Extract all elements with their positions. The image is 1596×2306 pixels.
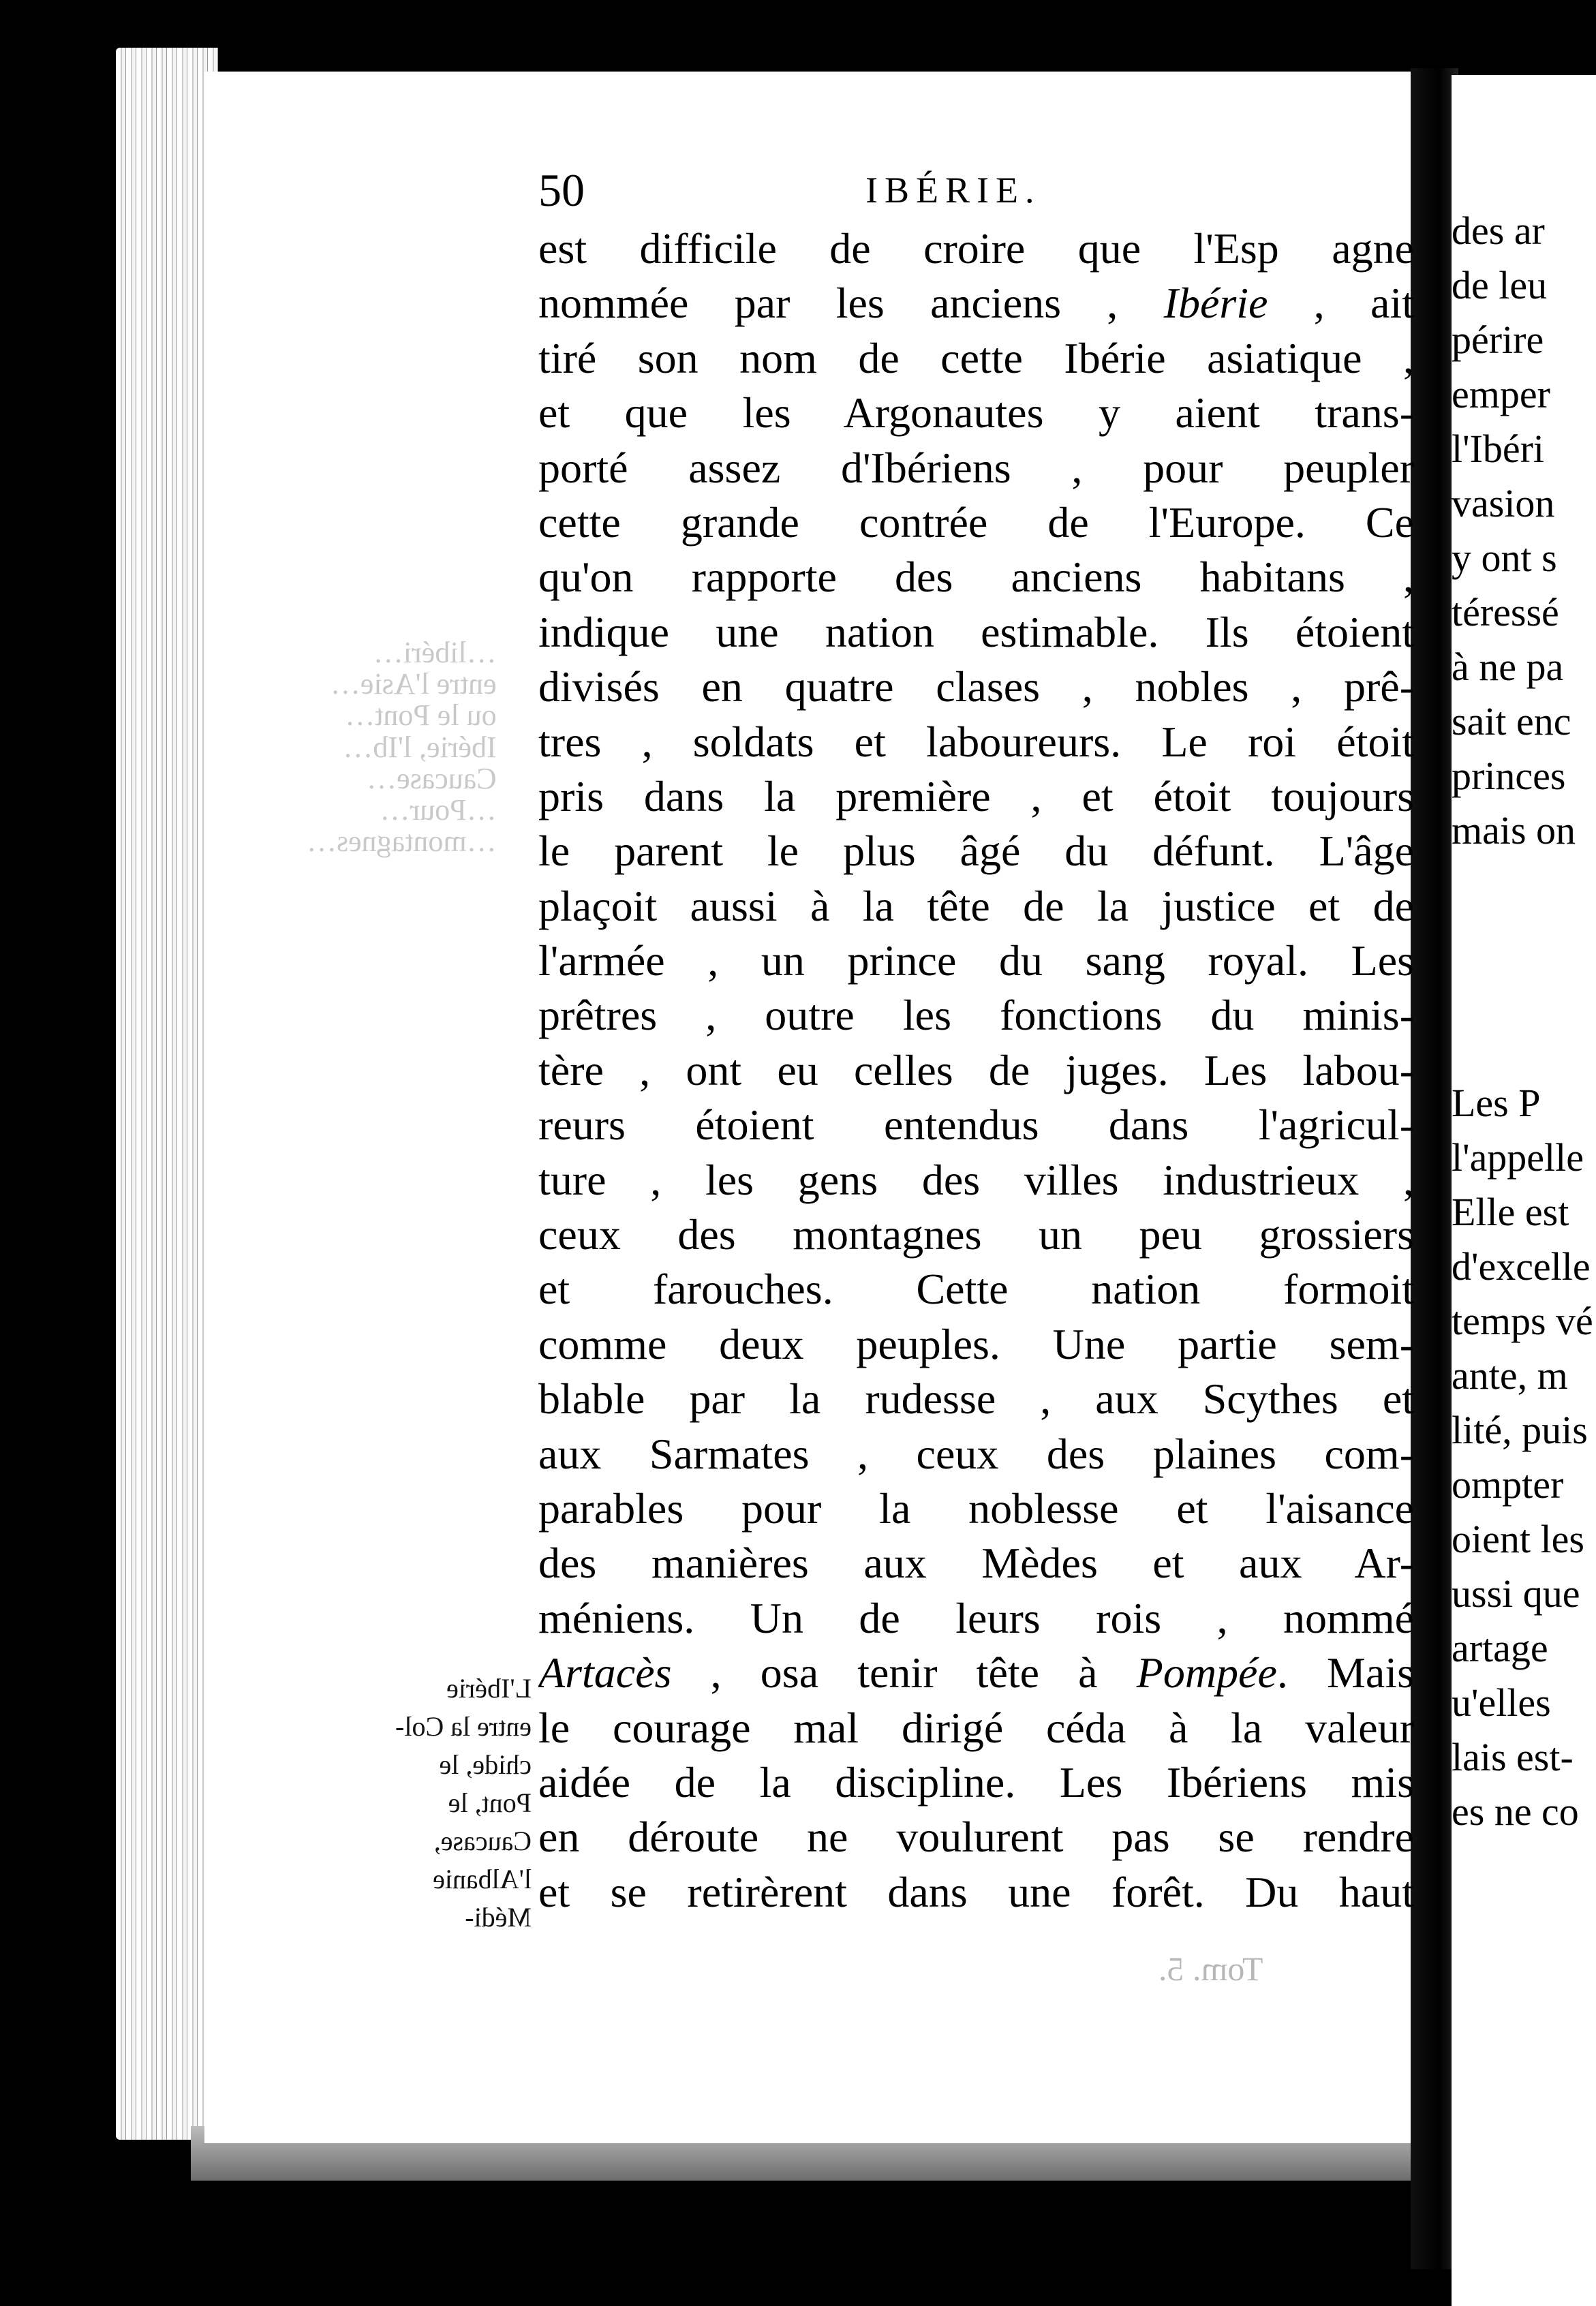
text-line: méniens. Un de leurs rois , nommé: [538, 1593, 1414, 1642]
right-page-line: oient les: [1452, 1517, 1584, 1561]
margin-note-line: Caucase,: [433, 1826, 532, 1856]
right-page-line: Elle est: [1452, 1190, 1569, 1234]
text-line: indique une nation estimable. Ils étoient: [538, 607, 1414, 656]
right-page-partial: [1452, 75, 1596, 2306]
margin-note-line: l'Albanie: [433, 1864, 532, 1894]
text-line: reurs étoient entendus dans l'agricul-: [538, 1101, 1414, 1150]
right-page-line: temps vé: [1452, 1299, 1593, 1343]
text-line: tres , soldats et laboureurs. Le roi étoit: [538, 717, 1414, 766]
text-line: aidée de la discipline. Les Ibériens mis: [538, 1757, 1414, 1807]
italic-name: Artacès: [538, 1648, 672, 1697]
bleed-through-line: …libéri…: [373, 636, 497, 669]
margin-note-line: chide, le: [439, 1749, 532, 1780]
margin-note-line: L'Ibérie: [446, 1673, 532, 1704]
text-line: parables pour la noblesse et l'aisance: [538, 1483, 1414, 1533]
text-line: Artacès , osa tenir tête à Pompée. Mais: [538, 1648, 1414, 1697]
right-page-line: emper: [1452, 372, 1550, 416]
right-page-line: princes: [1452, 754, 1566, 798]
right-page-line: lais est-: [1452, 1735, 1574, 1779]
bleed-through-line: …Pour…: [380, 793, 497, 827]
text-line: tère , ont eu celles de juges. Les labou-: [538, 1045, 1414, 1094]
book-page-edges: [116, 48, 218, 2140]
text-line: et que les Argonautes y aient trans-: [538, 388, 1414, 437]
body-text: [538, 221, 1414, 1920]
text-line: ture , les gens des villes industrieux ,: [538, 1155, 1414, 1204]
text-line: cette grande contrée de l'Europe. Ce: [538, 497, 1414, 547]
right-page-line: artage: [1452, 1626, 1548, 1670]
running-title: IBÉRIE.: [865, 170, 1041, 211]
text-line: en déroute ne voulurent pas se rendre: [538, 1813, 1414, 1862]
right-page-line: sait enc: [1452, 699, 1571, 743]
margin-note-line: Médi-: [465, 1902, 532, 1933]
text-line: divisés en quatre clases , nobles , prê-: [538, 662, 1414, 711]
right-page-line: des ar: [1452, 209, 1545, 253]
text-line: le courage mal dirigé céda à la valeur: [538, 1703, 1414, 1752]
text-line: des manières aux Mèdes et aux Ar-: [538, 1539, 1414, 1588]
text-line: plaçoit aussi à la tête de la justice et de: [538, 881, 1414, 930]
text-line: le parent le plus âgé du défunt. L'âge: [538, 827, 1414, 876]
bleed-through-line: …montagnes…: [307, 825, 497, 859]
right-page-line: lité, puis: [1452, 1408, 1588, 1452]
text-line: et farouches. Cette nation formoit: [538, 1265, 1414, 1314]
text-line: blable par la rudesse , aux Scythes et: [538, 1374, 1414, 1424]
bleed-through-line: Ibérie, l'Ib…: [343, 730, 497, 764]
text-line: ceux des montagnes un peu grossiers: [538, 1210, 1414, 1259]
right-page-line: d'excelle: [1452, 1244, 1591, 1289]
text-line: qu'on rapporte des anciens habitans ,: [538, 553, 1414, 602]
bleed-through-line: entre l'Asie…: [330, 667, 497, 701]
right-page-line: l'appelle: [1452, 1135, 1584, 1180]
bleed-through-line: Caucase…: [367, 761, 497, 795]
right-page-line: es ne co: [1452, 1789, 1579, 1834]
right-page-line: ompter: [1452, 1462, 1564, 1507]
right-page-line: téressé: [1452, 590, 1559, 634]
text-line: est difficile de croire que l'Esp agne: [538, 224, 1414, 273]
right-page-line: l'Ibéri: [1452, 427, 1545, 471]
bleed-through-block: [307, 637, 497, 857]
text-line: aux Sarmates , ceux des plaines com-: [538, 1429, 1414, 1478]
margin-note: [334, 1670, 532, 1937]
right-page-line: ussi que: [1452, 1571, 1580, 1616]
right-page-line: y ont s: [1452, 536, 1557, 580]
bleed-through-line: ou le Pont…: [345, 698, 497, 733]
footer-signature: Tom. 5.: [1158, 1950, 1263, 1988]
right-page-line: de leu: [1452, 263, 1548, 307]
margin-note-line: entre la Col-: [395, 1711, 532, 1742]
italic-name: Ibérie: [1163, 279, 1268, 328]
italic-name: Pompée: [1136, 1648, 1277, 1697]
right-page-line: périre: [1452, 318, 1544, 362]
right-page-line: Les P: [1452, 1081, 1541, 1125]
text-line: comme deux peuples. Une partie sem-: [538, 1319, 1414, 1368]
right-page-line: vasion: [1452, 481, 1555, 525]
text-line: tiré son nom de cette Ibérie asiatique ,: [538, 333, 1414, 382]
right-page-line: mais on: [1452, 808, 1576, 852]
right-page-line: ante, m: [1452, 1353, 1568, 1398]
text-line: porté assez d'Ibériens , pour peupler: [538, 443, 1414, 492]
page-number: 50: [538, 164, 585, 216]
margin-note-line: Pont, le: [448, 1787, 532, 1818]
text-line: nommée par les anciens , Ibérie , ait: [538, 279, 1414, 328]
text-line: pris dans la première , et étoit toujours: [538, 771, 1414, 820]
text-line: l'armée , un prince du sang royal. Les: [538, 936, 1414, 985]
text-line: prêtres , outre les fonctions du minis-: [538, 991, 1414, 1040]
right-page-line: à ne pa: [1452, 645, 1564, 689]
page-header: [538, 164, 1414, 218]
right-page-line: u'elles: [1452, 1680, 1551, 1725]
text-line: et se retirèrent dans une forêt. Du haut: [538, 1867, 1414, 1916]
